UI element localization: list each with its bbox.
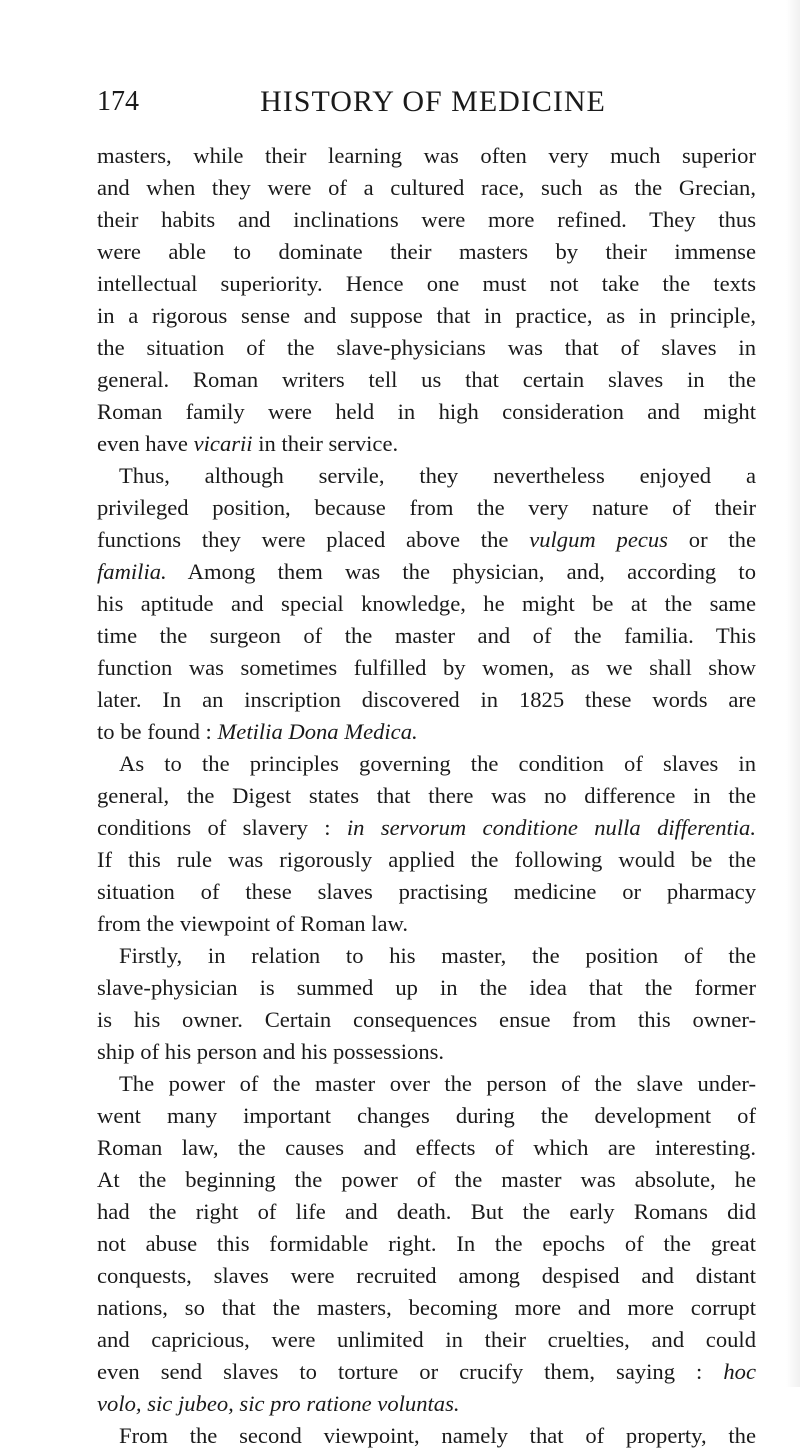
text-run: masters, while their learning was often very much superior [97, 143, 756, 168]
text-line [97, 204, 756, 236]
text-run: and when they were of a cultured race, such as the Grecian, [97, 175, 756, 200]
text-line [97, 140, 756, 172]
text-run: not abuse this formidable right. In the epochs of the great [97, 1231, 756, 1256]
text-line [97, 364, 756, 396]
text-line [97, 428, 756, 460]
text-line [97, 492, 756, 524]
text-line [97, 588, 756, 620]
text-line [97, 1260, 756, 1292]
text-run: in their service. [252, 431, 399, 456]
text-line [97, 1100, 756, 1132]
text-run: had the right of life and death. But the early Romans did [97, 1199, 756, 1224]
text-line [97, 236, 756, 268]
italic-phrase: in servorum conditione nulla differentia. [346, 815, 756, 840]
text-run: the situation of the slave-physicians was that of slaves in [97, 335, 756, 360]
text-run: even send slaves to torture or crucify them, saying : [97, 1359, 724, 1384]
text-run: The power of the master over the person of the slave under- [119, 1071, 756, 1096]
italic-phrase: volo, sic jubeo, sic pro ratione voluntas. [97, 1391, 460, 1416]
text-run: ship of his person and his possessions. [97, 1039, 445, 1064]
text-run: If this rule was rigorously applied the following would be the [97, 847, 756, 872]
text-line [97, 556, 756, 588]
text-line [97, 1324, 756, 1356]
text-line [97, 524, 756, 556]
italic-phrase: Metilia Dona Medica. [217, 719, 418, 744]
text-run: and capricious, were unlimited in their cruelties, and could [97, 1327, 756, 1352]
text-line [97, 1068, 756, 1100]
text-run: went many important changes during the development of [97, 1103, 756, 1128]
text-line [97, 1292, 756, 1324]
text-run: their habits and inclinations were more refined. They thus [97, 207, 756, 232]
text-line [97, 460, 756, 492]
text-run: nations, so that the masters, becoming more and more corrupt [97, 1295, 756, 1320]
text-run: conditions of slavery : [97, 815, 347, 840]
text-line [97, 332, 756, 364]
italic-phrase: familia. [97, 559, 167, 584]
text-run: intellectual superiority. Hence one must not take the texts [97, 271, 756, 296]
text-line [97, 684, 756, 716]
text-run: is his owner. Certain consequences ensue from this owner- [97, 1007, 756, 1032]
text-line [97, 396, 756, 428]
text-line [97, 940, 756, 972]
text-line [97, 172, 756, 204]
italic-phrase: hoc [723, 1359, 756, 1384]
text-run: slave-physician is summed up in the idea that the former [97, 975, 756, 1000]
text-run: At the beginning the power of the master was absolute, he [97, 1167, 756, 1192]
text-line [97, 1420, 756, 1452]
running-title: HISTORY OF MEDICINE [260, 85, 606, 118]
text-run: or the [667, 527, 756, 552]
text-run: his aptitude and special knowledge, he might be at the same [97, 591, 756, 616]
text-line [97, 1132, 756, 1164]
text-run: privileged position, because from the very nature of their [97, 495, 756, 520]
text-run: Thus, although servile, they nevertheless enjoyed a [119, 463, 756, 488]
text-run: later. In an inscription discovered in 1825 these words are [97, 687, 756, 712]
text-line [97, 1164, 756, 1196]
text-line [97, 1004, 756, 1036]
page-header [97, 80, 709, 124]
text-run: conquests, slaves were recruited among despised and distant [97, 1263, 756, 1288]
text-run: function was sometimes fulfilled by women, as we shall show [97, 655, 756, 680]
text-run: situation of these slaves practising medicine or pharmacy [97, 879, 756, 904]
text-run: As to the principles governing the condition of slaves in [119, 751, 756, 776]
text-line [97, 652, 756, 684]
italic-phrase: vulgum pecus [529, 527, 668, 552]
text-line [97, 748, 756, 780]
text-line [97, 268, 756, 300]
text-line [97, 844, 756, 876]
text-line [97, 780, 756, 812]
body-text [97, 140, 756, 1452]
text-run: Roman law, the causes and effects of which are interesting. [97, 1135, 756, 1160]
text-run: in a rigorous sense and suppose that in practice, as in principle, [97, 303, 756, 328]
text-run: general. Roman writers tell us that certain slaves in the [97, 367, 756, 392]
text-line [97, 1196, 756, 1228]
text-line [97, 812, 756, 844]
text-run: to be found : [97, 719, 218, 744]
text-run: were able to dominate their masters by their immense [97, 239, 756, 264]
text-line [97, 1356, 756, 1388]
text-line [97, 1388, 756, 1420]
italic-phrase: vicarii [193, 431, 253, 456]
text-run: time the surgeon of the master and of the familia. This [97, 623, 756, 648]
text-run: Firstly, in relation to his master, the position of the [119, 943, 756, 968]
text-line [97, 908, 756, 940]
text-run: from the viewpoint of Roman law. [97, 911, 409, 936]
text-line [97, 972, 756, 1004]
text-run: From the second viewpoint, namely that of property, the [119, 1423, 756, 1448]
text-run: even have [97, 431, 194, 456]
text-run: Roman family were held in high consideration and might [97, 399, 756, 424]
text-line [97, 1036, 756, 1068]
page-edge-shadow [786, 0, 800, 1387]
text-line [97, 620, 756, 652]
text-run: general, the Digest states that there was no difference in the [97, 783, 756, 808]
text-line [97, 876, 756, 908]
text-run: Among them was the physician, and, according to [166, 559, 756, 584]
text-line [97, 716, 756, 748]
text-line [97, 1228, 756, 1260]
page-number: 174 [97, 86, 139, 117]
text-line [97, 300, 756, 332]
text-run: functions they were placed above the [97, 527, 530, 552]
